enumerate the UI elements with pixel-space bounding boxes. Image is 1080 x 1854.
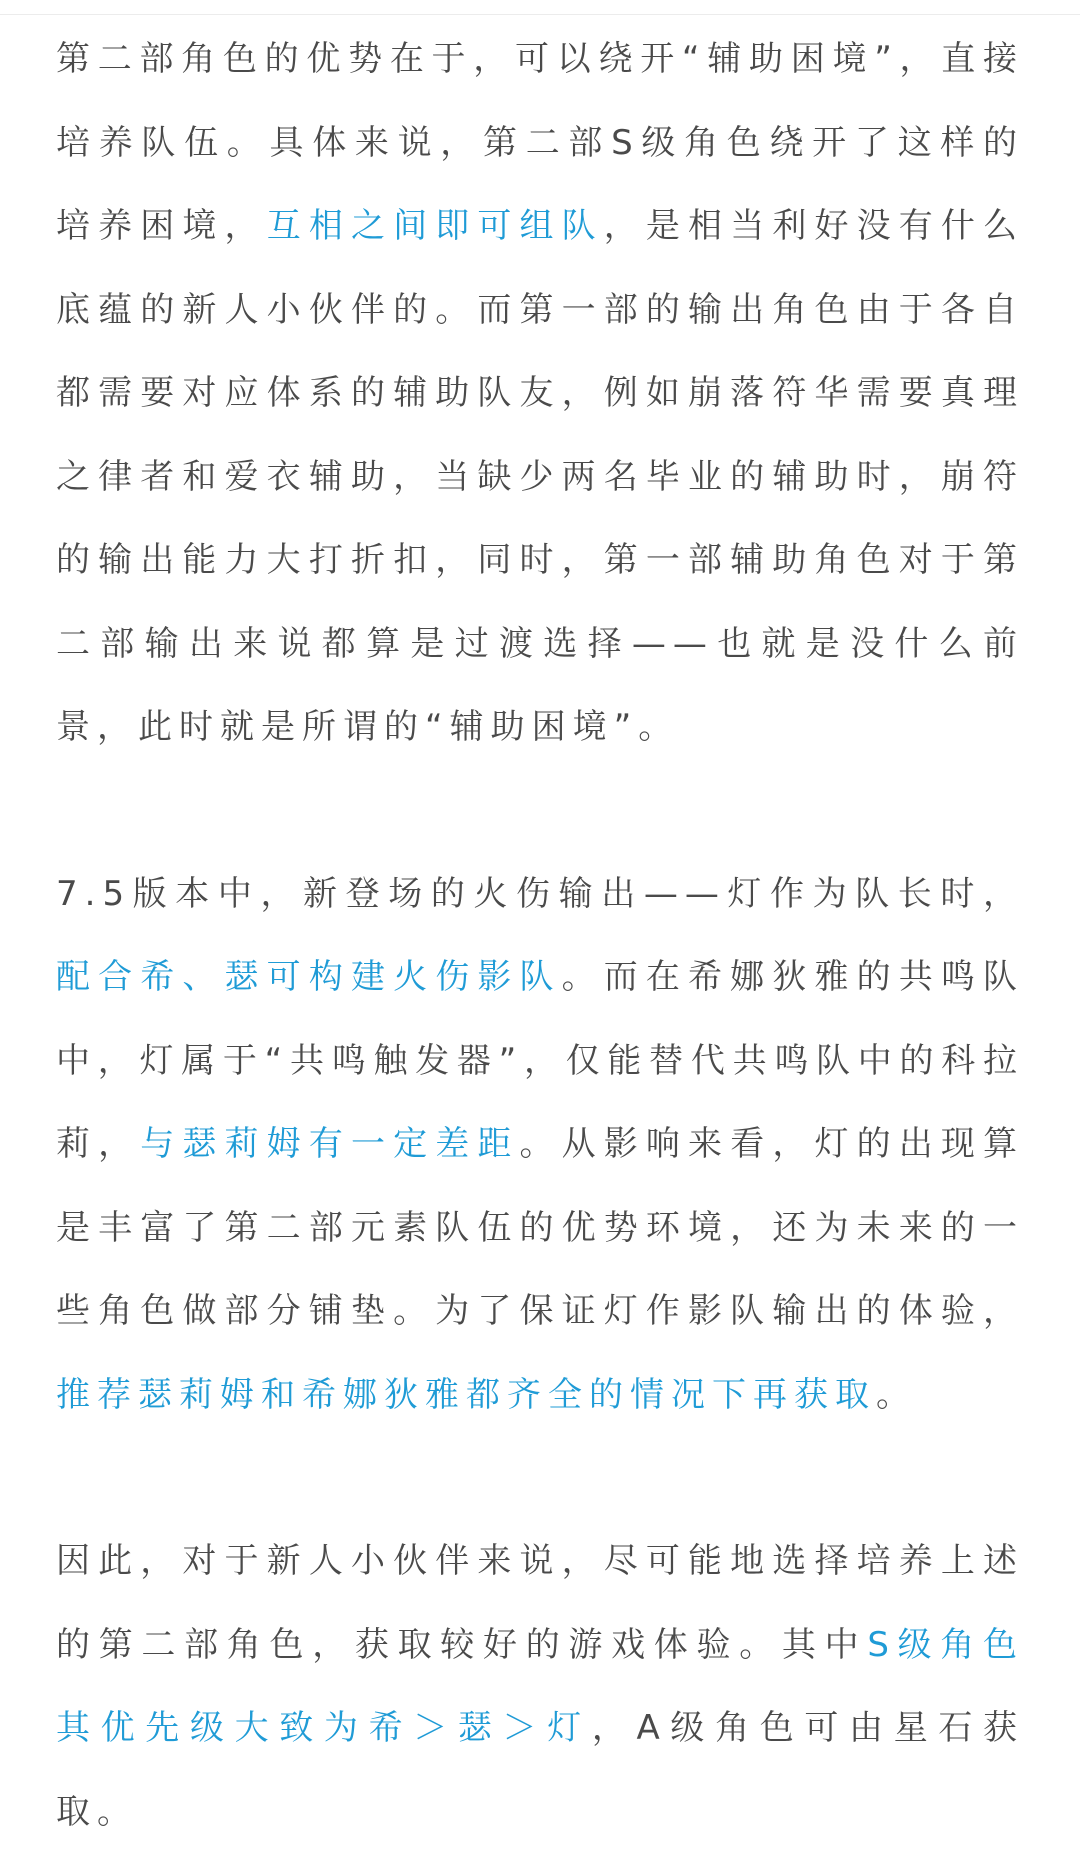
text-segment: ，A级角色可由星石获取。	[56, 1708, 1025, 1832]
article-body	[56, 18, 1024, 1854]
highlighted-text: 推荐瑟莉姆和希娜狄雅都齐全的情况下再获取	[56, 1374, 876, 1415]
highlighted-text: S级角色其优先级大致为希＞瑟＞灯	[56, 1624, 1024, 1748]
text-segment: 。而在希娜狄雅的共鸣队中，灯属于“共鸣触发器”，仅能替代共鸣队中的科拉莉，	[56, 957, 1025, 1164]
text-segment: 。从影响来看，灯的出现算是丰富了第二部元素队伍的优势环境，还为未来的一些角色做部分铺垫。为了保证灯作影队输出的体验，	[56, 1124, 1025, 1331]
text-segment: 第二部角色的优势在于，可以绕开“辅助困境”，直接培养队伍。具体来说，第二部S级角色绕开了这样的培养困境，	[56, 39, 1024, 246]
top-divider	[0, 0, 1080, 15]
paragraph-support-dilemma	[56, 18, 1024, 770]
text-segment: 。	[876, 1374, 917, 1415]
highlighted-text: 配合希、瑟可构建火伤影队	[56, 957, 562, 997]
highlighted-text: 与瑟莉姆有一定差距	[140, 1124, 520, 1164]
text-segment: 7.5版本中，新登场的火伤输出——灯作为队长时，	[56, 873, 1024, 914]
text-segment: 因此，对于新人小伙伴来说，尽可能地选择培养上述的第二部角色，获取较好的游戏体验。其中	[56, 1541, 1024, 1665]
highlighted-text: 互相之间即可组队	[266, 206, 604, 246]
text-segment: ，是相当利好没有什么底蕴的新人小伙伴的。而第一部的输出角色由于各自都需要对应体系的辅助队友，例如崩落符华需要真理之律者和爱衣辅助，当缺少两名毕业的辅助时，崩符的输出能力大打折扣，同时，第一部辅助角色对于第二部输出来说都算是过渡选择——也就是没什么前景，此时就是所谓的“辅助困境”。	[56, 206, 1025, 747]
paragraph-version-7-5	[56, 853, 1024, 1438]
